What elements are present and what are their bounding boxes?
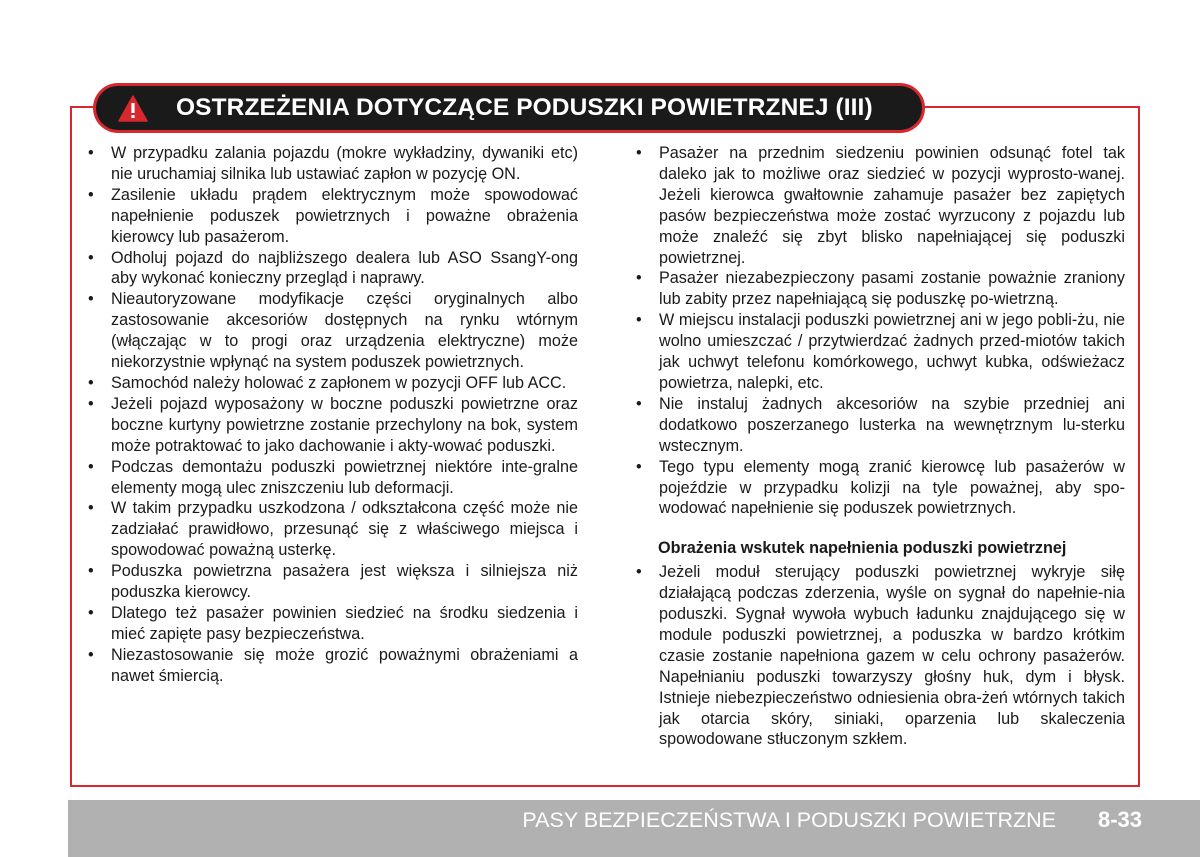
left-column (88, 143, 578, 687)
list-item: • Pasażer niezabezpieczony pasami zostanie poważnie zraniony lub zabity przez napełniającą się poduszkę po-wietrzną. (636, 268, 1125, 310)
page-number: 8-33 (1097, 807, 1142, 832)
list-item: • Zasilenie układu prądem elektrycznym może spowodować napełnienie poduszek powietrznych i poważne obrażenia kierowcy lub pasażerom. (88, 185, 578, 248)
list-item: • W takim przypadku uszkodzona / odkształcona część może nie zadziałać prawidłowo, przesunąć się z właściwego miejsca i spowodować poważną usterkę. (88, 498, 578, 561)
list-item: • W miejscu instalacji poduszki powietrznej ani w jego pobli-żu, nie wolno umieszczać / przytwierdzać żadnych przed-miotów takich jak uchwyt telefonu komórkowego, uchwyt kubka, odświeżacz powietrza, nalepki, etc. (636, 310, 1125, 394)
list-item: • W przypadku zalania pojazdu (mokre wykładziny, dywaniki etc) nie uruchamiaj silnika lub ustawiać zapłon w pozycję ON. (88, 143, 578, 185)
section-title-bar (96, 86, 922, 130)
list-item: • Jeżeli pojazd wyposażony w boczne poduszki powietrzne oraz boczne kurtyny powietrzne zostanie przechylony na bok, system może potraktować to jako dachowanie i akty-wować poduszki. (88, 394, 578, 457)
list-item: • Niezastosowanie się może grozić poważnymi obrażeniami a nawet śmiercią. (88, 645, 578, 687)
list-item: • Odholuj pojazd do najbliższego dealera lub ASO SsangY-ong aby wykonać konieczny przegląd i naprawy. (88, 248, 578, 290)
list-item: • Nie instaluj żadnych akcesoriów na szybie przedniej ani dodatkowo poszerzanego lusterka na wewnętrznym lu-sterku wstecznym. (636, 394, 1125, 457)
list-item: • Dlatego też pasażer powinien siedzieć na środku siedzenia i mieć zapięte pasy bezpieczeństwa. (88, 603, 578, 645)
footer-section-title: PASY BEZPIECZEŃSTWA I PODUSZKI POWIETRZNE (522, 808, 1056, 832)
page-title: OSTRZEŻENIA DOTYCZĄCE PODUSZKI POWIETRZNEJ (III) (176, 94, 873, 121)
warning-triangle-icon (118, 95, 148, 122)
list-item: • Samochód należy holować z zapłonem w pozycji OFF lub ACC. (88, 373, 578, 394)
warning-list-right (636, 143, 1125, 519)
list-item: • Jeżeli moduł sterujący poduszki powietrznej wykryje siłę działającą podczas zderzenia, wyśle on sygnał do napełnie-nia poduszki. Sygnał wywoła wybuch ładunku znajdującego się w module poduszki powietrznej, a poduszka w bardzo krótkim czasie zostanie napełniona gazem w celu ochrony pasażerów. Napełnianiu poduszki towarzyszy głośny huk, dym i błysk. Istnieje niebezpieczeństwo odniesienia obra-żeń wtórnych takich jak otarcia skóry, siniaki, oparzenia lub skaleczenia spowodowane stłuczonym szkłem. (636, 562, 1125, 750)
list-item: • Pasażer na przednim siedzeniu powinien odsunąć fotel tak daleko jak to możliwe oraz siedzieć w pozycji wyprosto-wanej. Jeżeli kierowca gwałtownie zahamuje pasażer bez zapiętych pasów bezpieczeństwa może zostać wyrzucony z pojazdu lub może znaleźć się zbyt blisko napełniającej się poduszki powietrznej. (636, 143, 1125, 268)
subheading: Obrażenia wskutek napełnienia poduszki powietrznej (658, 539, 1067, 558)
injury-list (636, 562, 1125, 750)
list-item: • Tego typu elementy mogą zranić kierowcę lub pasażerów w pojeździe w przypadku kolizji na tyle poważnej, aby spo-wodować napełnienie się poduszek powietrznych. (636, 457, 1125, 520)
list-item: • Nieautoryzowane modyfikacje części oryginalnych albo zastosowanie akcesoriów dostępnych na rynku wtórnym (włączając w to progi oraz urządzenia elektryczne) może niekorzystnie wpłynąć na system poduszek powietrznych. (88, 289, 578, 373)
list-item: • Podczas demontażu poduszki powietrznej niektóre inte-gralne elementy mogą ulec zniszczeniu lub deformacji. (88, 457, 578, 499)
warning-list-left (88, 143, 578, 687)
list-item: • Poduszka powietrzna pasażera jest większa i silniejsza niż poduszka kierowcy. (88, 561, 578, 603)
page-footer (68, 800, 1200, 857)
right-column (636, 143, 1125, 750)
